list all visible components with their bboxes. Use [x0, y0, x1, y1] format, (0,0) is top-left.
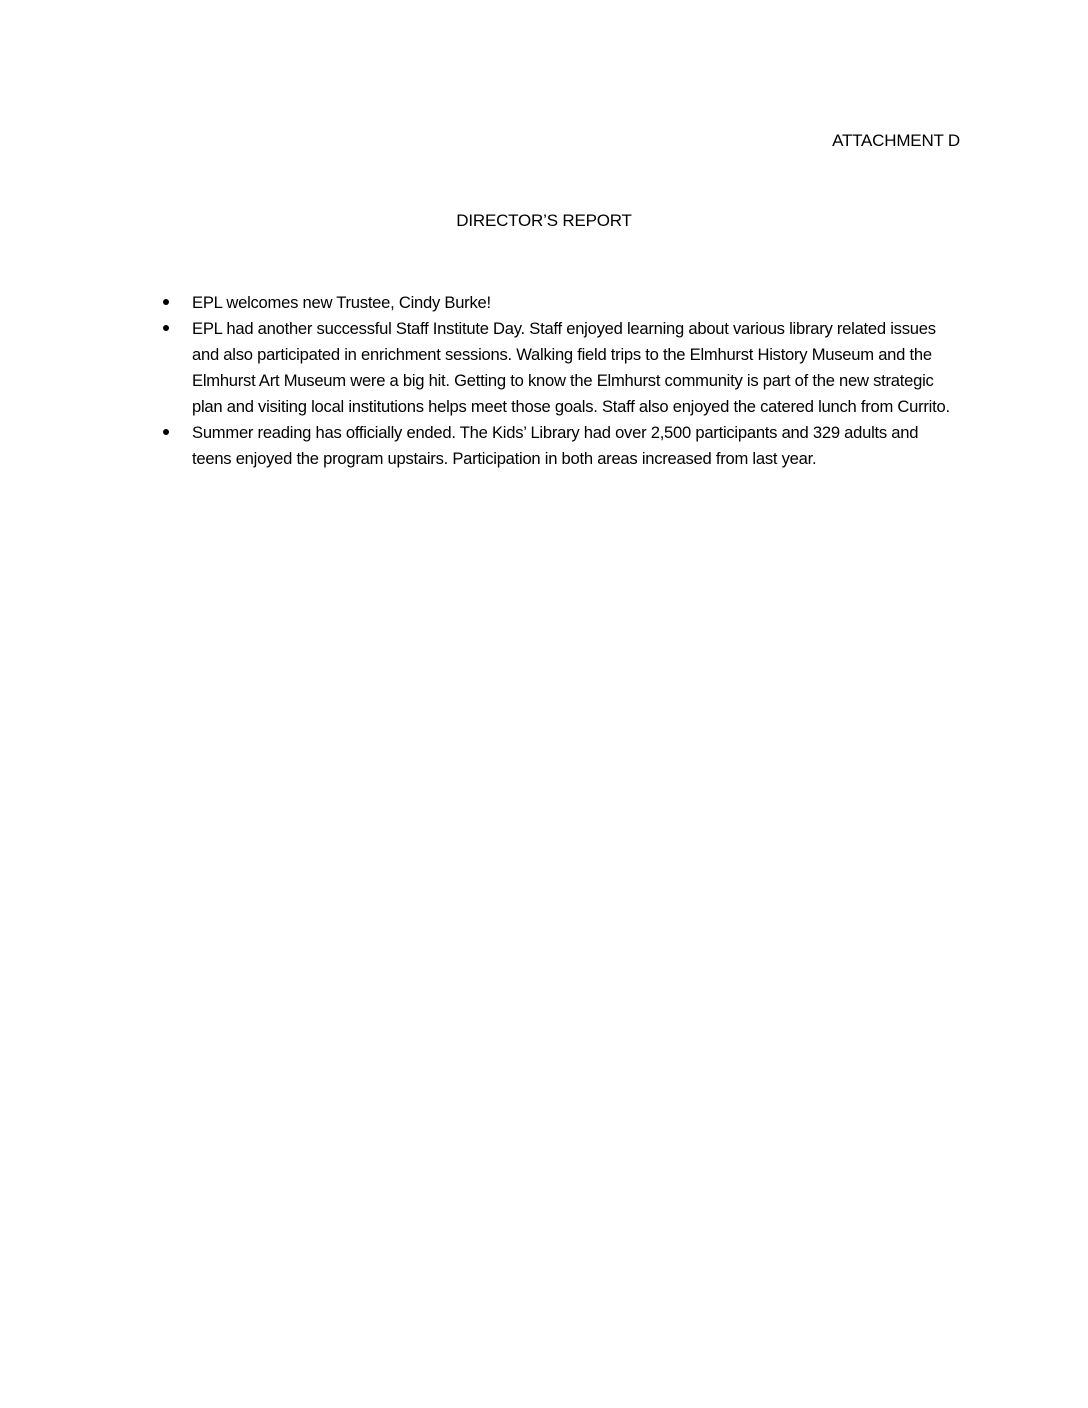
bullet-text: EPL had another successful Staff Institute Day. Staff enjoyed learning about various library related issues and also participated in enrichment sessions. Walking field trips to the Elmhurst History Museum and the Elmhurst Art Museum were a big hit. Getting to know the Elmhurst community is part of the new strategic plan and visiting local institutions helps meet those goals. Staff also enjoyed the catered lunch from Currito.: [192, 319, 950, 416]
bullet-text: Summer reading has officially ended. The Kids’ Library had over 2,500 participants and 329 adults and teens enjoyed the program upstairs. Participation in both areas increased from last year.: [192, 423, 919, 468]
list-item: [163, 420, 953, 472]
report-bullet-list: [163, 290, 953, 472]
bullet-icon: [163, 429, 169, 435]
list-item: [163, 316, 953, 420]
bullet-icon: [163, 325, 169, 331]
bullet-text: EPL welcomes new Trustee, Cindy Burke!: [192, 293, 491, 312]
attachment-label: ATTACHMENT D: [832, 131, 960, 150]
bullet-icon: [163, 299, 169, 305]
report-title: DIRECTOR’S REPORT: [456, 211, 632, 230]
list-item: [163, 290, 953, 316]
